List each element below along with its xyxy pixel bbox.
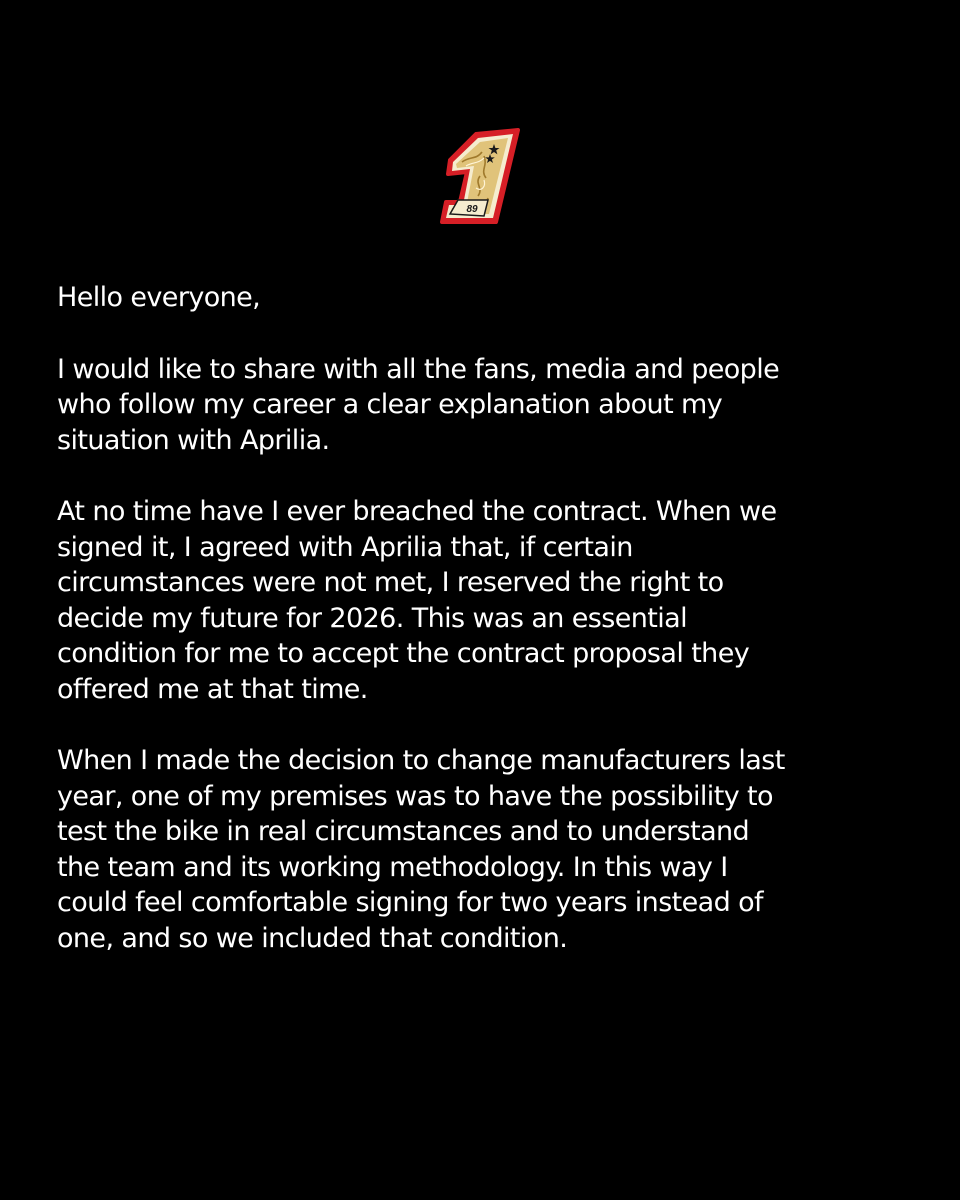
paragraph-line: one, and so we included that condition. xyxy=(57,922,568,954)
paragraph-line: situation with Aprilia. xyxy=(57,424,330,456)
greeting-text: Hello everyone, xyxy=(57,282,261,313)
paragraph-2 xyxy=(57,494,917,707)
paragraph-line: offered me at that time. xyxy=(57,673,368,705)
paragraph-line: decide my future for 2026. This was an essential xyxy=(57,602,687,634)
paragraph-line: I would like to share with all the fans, media and people xyxy=(57,353,780,385)
paragraph-line: At no time have I ever breached the contract. When we xyxy=(57,496,777,527)
number-one-89-logo-icon xyxy=(436,126,524,226)
number-one-logo-graphic xyxy=(436,126,524,226)
paragraph-line: signed it, I agreed with Aprilia that, if certain xyxy=(57,531,633,563)
greeting-line xyxy=(57,280,917,316)
paragraph-3 xyxy=(57,743,917,956)
paragraph-line: year, one of my premises was to have the possibility to xyxy=(57,780,773,812)
paragraph-line: condition for me to accept the contract proposal they xyxy=(57,638,750,669)
paragraph-line: When I made the decision to change manufacturers last xyxy=(57,745,785,776)
paragraph-line: the team and its working methodology. In this way I xyxy=(57,851,728,883)
paragraph-line: could feel comfortable signing for two years instead of xyxy=(57,887,763,918)
paragraph-1 xyxy=(57,352,917,459)
paragraph-line: circumstances were not met, I reserved the right to xyxy=(57,567,724,598)
logo-number-text: 89 xyxy=(466,204,478,215)
paragraph-line: who follow my career a clear explanation about my xyxy=(57,389,723,420)
statement-text xyxy=(57,280,917,992)
paragraph-line: test the bike in real circumstances and to understand xyxy=(57,816,750,847)
